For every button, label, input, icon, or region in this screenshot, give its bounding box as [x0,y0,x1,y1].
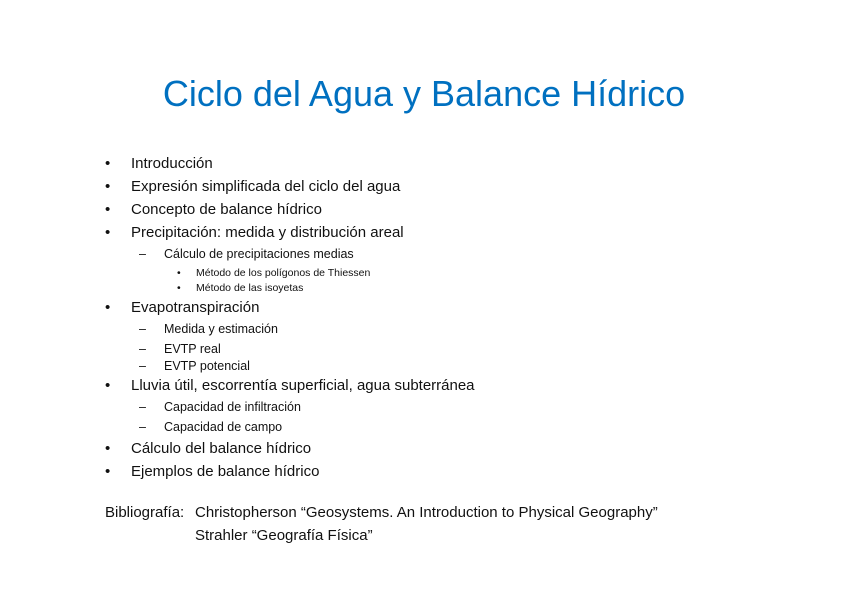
sub-bullet-text: Capacidad de campo [164,420,283,434]
sub-bullet-text: Cálculo de precipitaciones medias [164,247,354,261]
bibliography-entry: Strahler “Geografía Física” [195,527,373,544]
bullet-marker: • [177,282,181,294]
sub-bullet-text: EVTP real [164,342,221,356]
bullet-marker: • [105,178,111,195]
sub-bullet-text: Medida y estimación [164,322,278,336]
bullet-text: Cálculo del balance hídrico [131,440,312,457]
bullet-marker: • [105,377,111,394]
bullet-text: Introducción [131,155,213,172]
bullet-marker: • [105,299,111,316]
bullet-marker: • [177,267,181,279]
bullet-marker: • [105,440,111,457]
dash-marker: – [139,247,146,261]
bullet-text: Expresión simplificada del ciclo del agua [131,178,401,195]
bibliography-label: Bibliografía: [105,504,185,521]
dash-marker: – [139,400,146,414]
dash-marker: – [139,342,146,356]
dash-marker: – [139,359,146,373]
sub-bullet-text: EVTP potencial [164,359,250,373]
sub-bullet-text: Capacidad de infiltración [164,400,301,414]
slide-title: Ciclo del Agua y Balance Hídrico [162,73,686,114]
bullet-marker: • [105,463,111,480]
bibliography-entry: Christopherson “Geosystems. An Introduction to Physical Geography” [195,504,658,521]
bullet-text: Lluvia útil, escorrentía superficial, agua subterránea [131,377,475,394]
sub-sub-bullet-text: Método de los polígonos de Thiessen [196,267,371,279]
bullet-marker: • [105,201,111,218]
dash-marker: – [139,322,146,336]
sub-sub-bullet-text: Método de las isoyetas [196,282,304,294]
bullet-text: Ejemplos de balance hídrico [131,463,320,480]
bullet-text: Concepto de balance hídrico [131,201,322,218]
bullet-text: Precipitación: medida y distribución areal [131,224,404,241]
dash-marker: – [139,420,146,434]
bullet-marker: • [105,155,111,172]
bullet-marker: • [105,224,111,241]
bullet-text: Evapotranspiración [131,299,260,316]
